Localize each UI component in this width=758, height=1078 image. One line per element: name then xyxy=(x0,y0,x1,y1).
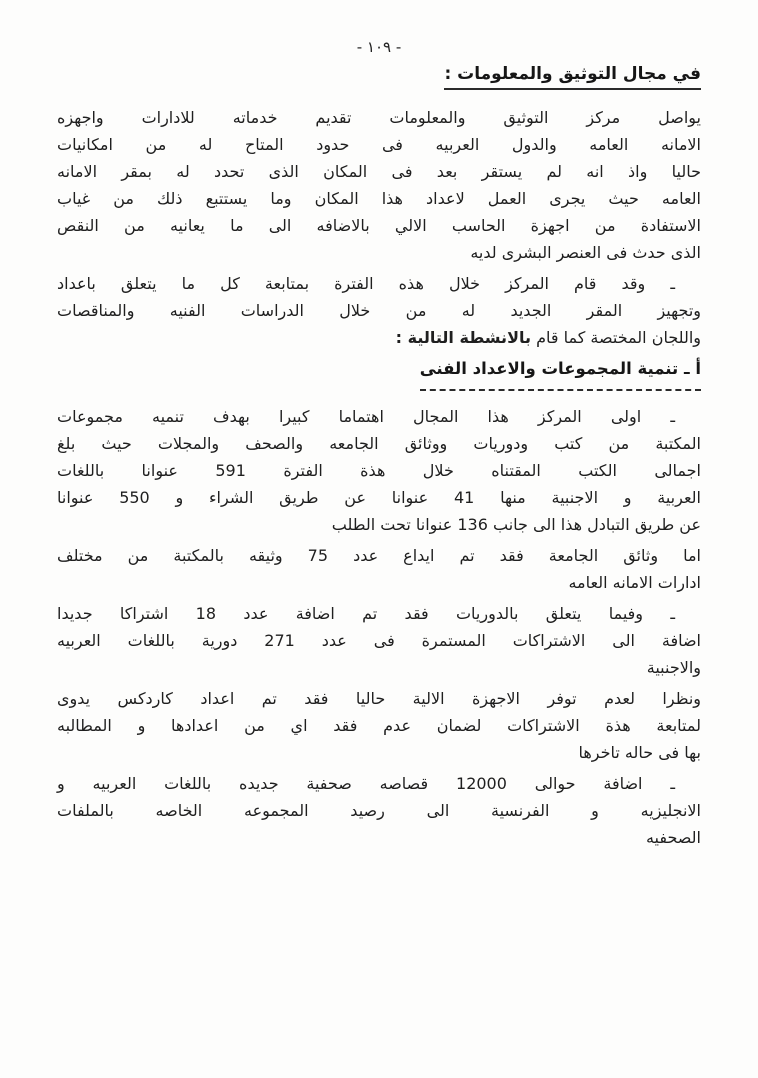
bold-text-run: بالانشطة التالية : xyxy=(395,328,531,347)
heading-row xyxy=(444,64,701,90)
text-line: اما وثائق الجامعة فقد تم ايداع عدد 75 وثيقه بالمكتبة من مختلف xyxy=(57,546,701,565)
paragraph xyxy=(57,770,701,851)
paragraph xyxy=(57,104,701,266)
section-heading xyxy=(57,355,701,391)
text-line: المكتبة من كتب ودوريات ووثائق الجامعه والصحف والمجلات حيث بلغ xyxy=(57,434,701,453)
document-body xyxy=(57,104,701,855)
text-line: اضافة الى الاشتراكات المستمرة فى عدد 271 دورية باللغات العربيه xyxy=(57,631,702,650)
text-line: حاليا واذ انه لم يستقر بعد فى المكان الذى تحدد له بمقر الامانه xyxy=(57,162,701,181)
page-number: - ١٠٩ - xyxy=(356,38,402,56)
text-line: بها فى حاله تاخرها xyxy=(578,743,701,762)
text-run: واللجان المختصة كما قام xyxy=(531,328,701,347)
text-line: والاجنبية xyxy=(646,658,701,677)
paragraph xyxy=(57,403,701,538)
paragraph xyxy=(57,600,701,681)
text-line: الانجليزيه و الفرنسية الى رصيد المجموعه الخاصه بالملفات xyxy=(57,801,701,820)
text-line: وتجهيز المقر الجديد له من خلال الدراسات الفنيه والمناقصات xyxy=(57,301,701,320)
text-line: ـ وقد قام المركز خلال هذه الفترة بمتابعة كل ما يتعلق باعداد xyxy=(57,274,675,293)
text-line: عن طريق التبادل هذا الى جانب 136 عنوانا تحت الطلب xyxy=(331,515,701,534)
text-line: الاستفادة من اجهزة الحاسب الالي بالاضافه الى ما يعانيه من النقص xyxy=(57,216,701,235)
text-line: ـ اضافة حوالى 12000 قصاصه صحفية جديده باللغات العربيه و xyxy=(57,774,676,793)
text-line: ـ اولى المركز هذا المجال اهتماما كبيرا بهدف تنميه مجموعات xyxy=(57,407,675,426)
text-line: ادارات الامانه العامه xyxy=(568,573,701,592)
text-line: يواصل مركز التوثيق والمعلومات تقديم خدماته للادارات واجهزه xyxy=(57,108,701,127)
text-line: العامه حيث يجرى العمل لاعداد هذا المكان وما يستتبع ذلك من غياب xyxy=(57,189,701,208)
text-line: الذى حدث فى العنصر البشرى لديه xyxy=(470,243,701,262)
text-line: ـ وفيما يتعلق بالدوريات فقد تم اضافة عدد 18 اشتراكا جديدا xyxy=(57,604,676,623)
text-line: العربية و الاجنبية منها 41 عنوانا عن طريق الشراء و 550 عنوانا xyxy=(57,488,702,507)
text-line: الصحفيه xyxy=(645,828,701,847)
page-title: في مجال التوثيق والمعلومات : xyxy=(444,64,701,90)
text-line: لمتابعة هذة الاشتراكات لضمان عدم فقد اي من اعدادها و المطالبه xyxy=(57,716,701,735)
text-line: ونظرا لعدم توفر الاجهزة الالية حاليا فقد تم اعداد كاردكس يدوى xyxy=(57,689,701,708)
paragraph xyxy=(57,685,701,766)
text-line: الامانه العامه والدول العربيه فى حدود المتاح له من امكانيات xyxy=(57,135,701,154)
text-line: اجمالى الكتب المقتناه خلال هذة الفترة 591 عنوانا باللغات xyxy=(57,461,701,480)
paragraph xyxy=(57,542,701,596)
paragraph xyxy=(57,270,701,351)
text-line xyxy=(57,324,701,351)
section-heading-text: أ ـ تنمية المجموعات والاعداد الفنى xyxy=(420,355,701,391)
